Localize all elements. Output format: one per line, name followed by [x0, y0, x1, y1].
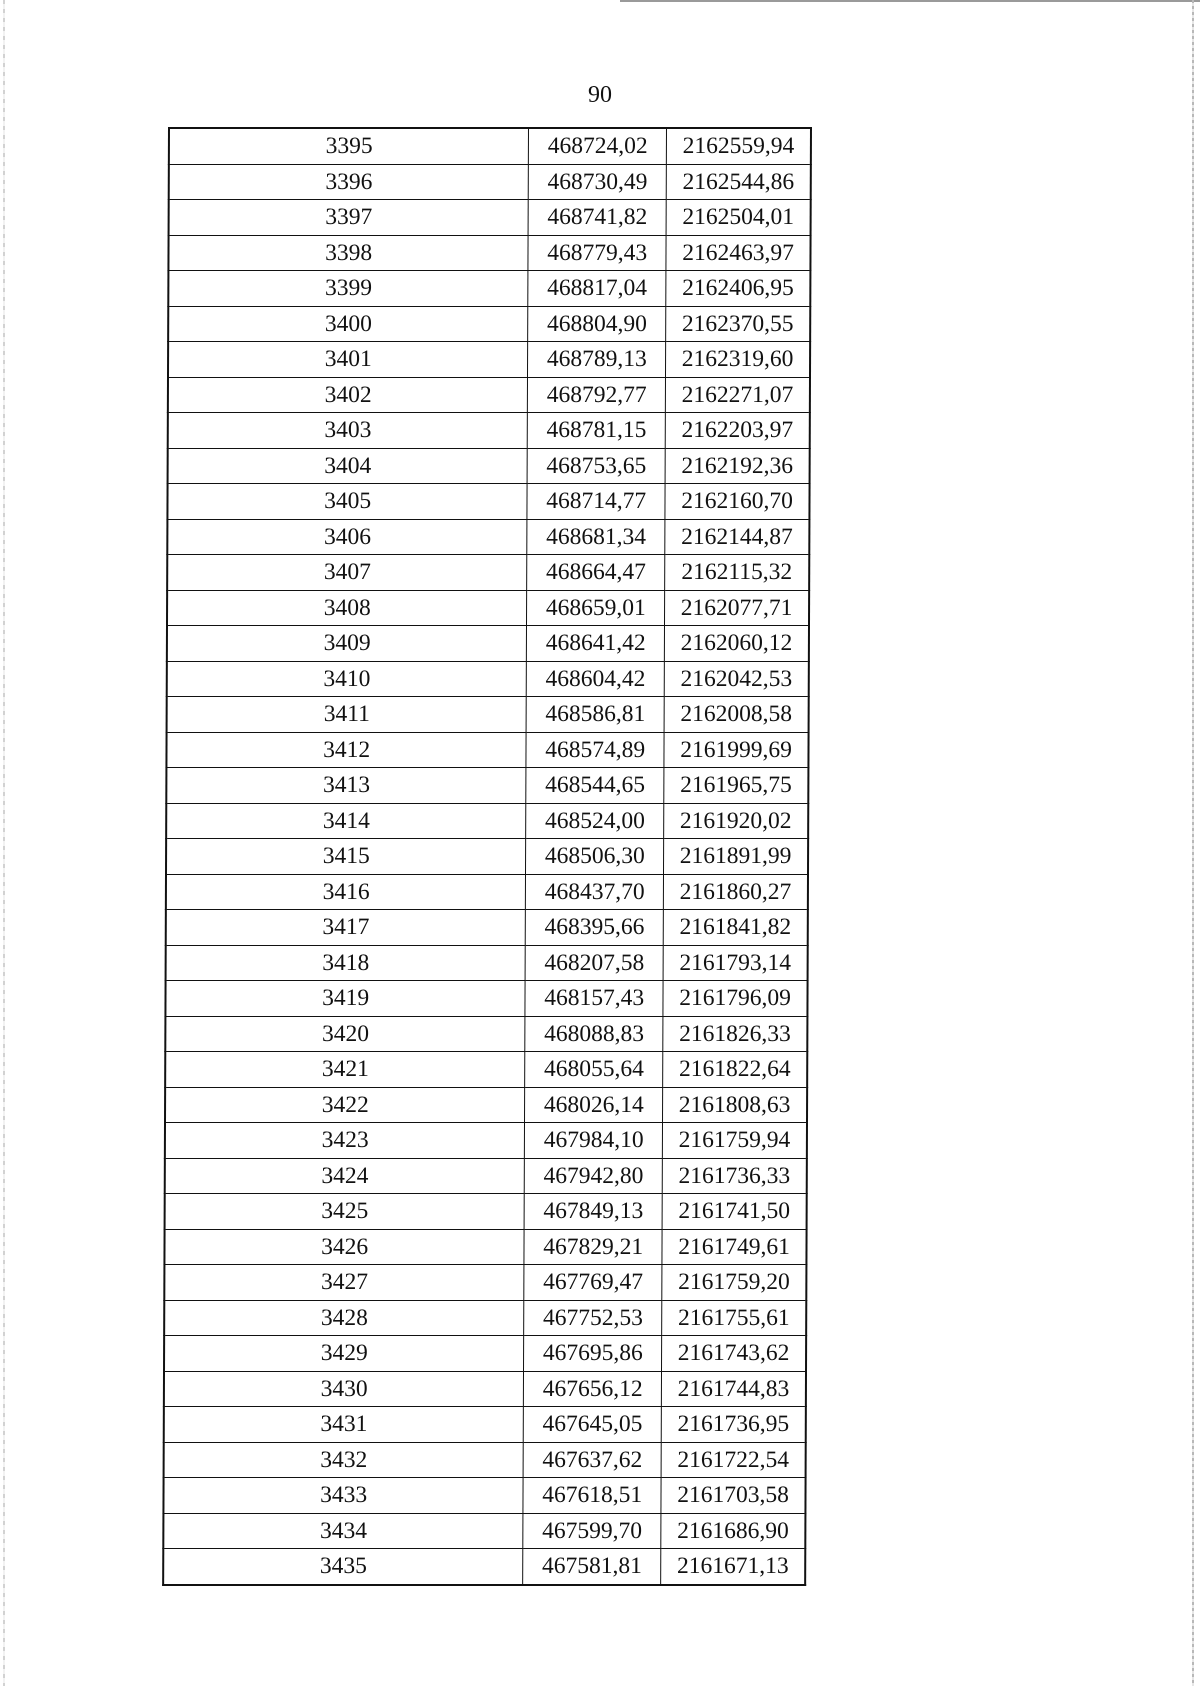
x-coordinate-cell: 468789,13	[528, 342, 666, 378]
point-number-cell: 3418	[166, 945, 526, 981]
table-row	[164, 1442, 806, 1478]
point-number-cell: 3419	[165, 981, 525, 1017]
x-coordinate-cell: 468586,81	[526, 697, 664, 733]
x-coordinate-cell: 467599,70	[523, 1513, 661, 1549]
y-coordinate-cell: 2162559,94	[666, 128, 811, 164]
point-number-cell: 3429	[164, 1336, 524, 1372]
point-number-cell: 3412	[166, 732, 526, 768]
table-row	[165, 1194, 807, 1230]
table-row	[167, 484, 809, 520]
y-coordinate-cell: 2161736,33	[662, 1158, 807, 1194]
x-coordinate-cell: 468659,01	[527, 590, 665, 626]
y-coordinate-cell: 2162008,58	[664, 697, 809, 733]
table-row	[168, 306, 810, 342]
point-number-cell: 3420	[165, 1016, 525, 1052]
table-row	[164, 1265, 806, 1301]
y-coordinate-cell: 2162463,97	[666, 235, 811, 271]
x-coordinate-cell: 468524,00	[526, 803, 664, 839]
table-row	[165, 1158, 807, 1194]
point-number-cell: 3405	[167, 484, 527, 520]
table-row	[166, 874, 808, 910]
y-coordinate-cell: 2161860,27	[663, 874, 808, 910]
y-coordinate-cell: 2161741,50	[662, 1194, 807, 1230]
point-number-cell: 3433	[163, 1478, 523, 1514]
x-coordinate-cell: 468157,43	[525, 981, 663, 1017]
x-coordinate-cell: 467942,80	[525, 1158, 663, 1194]
point-number-cell: 3408	[167, 590, 527, 626]
table-row	[163, 1513, 805, 1549]
point-number-cell: 3422	[165, 1087, 525, 1123]
x-coordinate-cell: 468724,02	[529, 128, 667, 164]
table-row	[168, 235, 810, 271]
table-row	[164, 1300, 806, 1336]
table-row	[166, 945, 808, 981]
y-coordinate-cell: 2161686,90	[661, 1513, 806, 1549]
table-row	[166, 768, 808, 804]
table-row	[167, 590, 809, 626]
y-coordinate-cell: 2161841,82	[663, 910, 808, 946]
table-row	[169, 164, 811, 200]
table-row	[166, 732, 808, 768]
point-number-cell: 3425	[165, 1194, 525, 1230]
y-coordinate-cell: 2161965,75	[664, 768, 809, 804]
y-coordinate-cell: 2161920,02	[664, 803, 809, 839]
y-coordinate-cell: 2161743,62	[662, 1336, 807, 1372]
point-number-cell: 3427	[164, 1265, 524, 1301]
x-coordinate-cell: 468781,15	[528, 413, 666, 449]
x-coordinate-cell: 468088,83	[525, 1016, 663, 1052]
x-coordinate-cell: 468544,65	[526, 768, 664, 804]
x-coordinate-cell: 467637,62	[523, 1442, 661, 1478]
x-coordinate-cell: 468792,77	[528, 377, 666, 413]
y-coordinate-cell: 2161999,69	[664, 732, 809, 768]
table-row	[165, 981, 807, 1017]
point-number-cell: 3409	[167, 626, 527, 662]
x-coordinate-cell: 467695,86	[524, 1336, 662, 1372]
y-coordinate-cell: 2162144,87	[665, 519, 810, 555]
table-row	[164, 1407, 806, 1443]
x-coordinate-cell: 467984,10	[525, 1123, 663, 1159]
table-row	[166, 910, 808, 946]
point-number-cell: 3421	[165, 1052, 525, 1088]
x-coordinate-cell: 467849,13	[524, 1194, 662, 1230]
table-row	[164, 1336, 806, 1372]
x-coordinate-cell: 468804,90	[528, 306, 666, 342]
y-coordinate-cell: 2161736,95	[661, 1407, 806, 1443]
table-row	[168, 377, 810, 413]
table-row	[163, 1478, 805, 1514]
y-coordinate-cell: 2162115,32	[665, 555, 810, 591]
x-coordinate-cell: 468506,30	[526, 839, 664, 875]
y-coordinate-cell: 2161749,61	[662, 1229, 807, 1265]
x-coordinate-cell: 468574,89	[526, 732, 664, 768]
table-row	[165, 1052, 807, 1088]
y-coordinate-cell: 2162042,53	[664, 661, 809, 697]
table-row	[165, 1087, 807, 1123]
y-coordinate-cell: 2162203,97	[665, 413, 810, 449]
x-coordinate-cell: 468026,14	[525, 1087, 663, 1123]
point-number-cell: 3403	[168, 413, 528, 449]
table-row	[166, 803, 808, 839]
table-row	[167, 626, 809, 662]
x-coordinate-cell: 468741,82	[528, 200, 666, 236]
point-number-cell: 3395	[169, 128, 529, 164]
point-number-cell: 3407	[167, 555, 527, 591]
y-coordinate-cell: 2162504,01	[666, 200, 811, 236]
x-coordinate-cell: 468437,70	[526, 874, 664, 910]
point-number-cell: 3428	[164, 1300, 524, 1336]
y-coordinate-cell: 2161755,61	[662, 1300, 807, 1336]
x-coordinate-cell: 468817,04	[528, 271, 666, 307]
table-row	[164, 1229, 806, 1265]
table-row	[165, 1016, 807, 1052]
x-coordinate-cell: 468681,34	[527, 519, 665, 555]
point-number-cell: 3399	[168, 271, 528, 307]
page-top-edge	[620, 0, 1200, 2]
y-coordinate-cell: 2162406,95	[666, 271, 811, 307]
x-coordinate-cell: 467752,53	[524, 1300, 662, 1336]
table-row	[163, 1549, 805, 1585]
point-number-cell: 3398	[168, 235, 528, 271]
point-number-cell: 3410	[167, 661, 527, 697]
table-row	[164, 1371, 806, 1407]
x-coordinate-cell: 467769,47	[524, 1265, 662, 1301]
point-number-cell: 3434	[163, 1513, 523, 1549]
y-coordinate-cell: 2162544,86	[666, 164, 811, 200]
table-row	[168, 342, 810, 378]
table-row	[168, 271, 810, 307]
y-coordinate-cell: 2161808,63	[663, 1087, 808, 1123]
x-coordinate-cell: 468714,77	[527, 484, 665, 520]
point-number-cell: 3426	[164, 1229, 524, 1265]
point-number-cell: 3416	[166, 874, 526, 910]
point-number-cell: 3404	[168, 448, 528, 484]
table-row	[168, 448, 810, 484]
x-coordinate-cell: 467581,81	[523, 1549, 661, 1585]
point-number-cell: 3424	[165, 1158, 525, 1194]
y-coordinate-cell: 2162319,60	[666, 342, 811, 378]
y-coordinate-cell: 2162060,12	[664, 626, 809, 662]
point-number-cell: 3413	[166, 768, 526, 804]
point-number-cell: 3414	[166, 803, 526, 839]
table-row	[167, 697, 809, 733]
point-number-cell: 3417	[166, 910, 526, 946]
y-coordinate-cell: 2161826,33	[663, 1016, 808, 1052]
y-coordinate-cell: 2161796,09	[663, 981, 808, 1017]
page-number: 90	[588, 82, 612, 108]
table-row	[169, 200, 811, 236]
coordinates-table	[162, 127, 812, 1586]
x-coordinate-cell: 468207,58	[525, 945, 663, 981]
x-coordinate-cell: 468641,42	[527, 626, 665, 662]
point-number-cell: 3411	[167, 697, 527, 733]
y-coordinate-cell: 2162192,36	[665, 448, 810, 484]
point-number-cell: 3402	[168, 377, 528, 413]
point-number-cell: 3401	[168, 342, 528, 378]
page-left-edge	[3, 0, 5, 1686]
point-number-cell: 3430	[164, 1371, 524, 1407]
y-coordinate-cell: 2161822,64	[663, 1052, 808, 1088]
x-coordinate-cell: 467618,51	[523, 1478, 661, 1514]
point-number-cell: 3400	[168, 306, 528, 342]
x-coordinate-cell: 467645,05	[524, 1407, 662, 1443]
table-row	[167, 661, 809, 697]
table-row	[167, 555, 809, 591]
point-number-cell: 3423	[165, 1123, 525, 1159]
x-coordinate-cell: 468395,66	[526, 910, 664, 946]
y-coordinate-cell: 2161722,54	[661, 1442, 806, 1478]
y-coordinate-cell: 2161744,83	[662, 1371, 807, 1407]
y-coordinate-cell: 2161759,20	[662, 1265, 807, 1301]
point-number-cell: 3435	[163, 1549, 523, 1585]
x-coordinate-cell: 467829,21	[524, 1229, 662, 1265]
point-number-cell: 3432	[164, 1442, 524, 1478]
table-row	[165, 1123, 807, 1159]
point-number-cell: 3431	[164, 1407, 524, 1443]
table-row	[166, 839, 808, 875]
y-coordinate-cell: 2161891,99	[664, 839, 809, 875]
x-coordinate-cell: 468664,47	[527, 555, 665, 591]
coordinates-table-body	[163, 128, 811, 1585]
page-right-edge	[1192, 0, 1194, 1686]
point-number-cell: 3406	[167, 519, 527, 555]
point-number-cell: 3397	[169, 200, 529, 236]
x-coordinate-cell: 468055,64	[525, 1052, 663, 1088]
x-coordinate-cell: 467656,12	[524, 1371, 662, 1407]
y-coordinate-cell: 2162370,55	[666, 306, 811, 342]
table-row	[169, 128, 811, 164]
y-coordinate-cell: 2162271,07	[665, 377, 810, 413]
point-number-cell: 3396	[169, 164, 529, 200]
y-coordinate-cell: 2161703,58	[661, 1478, 806, 1514]
y-coordinate-cell: 2161759,94	[663, 1123, 808, 1159]
x-coordinate-cell: 468753,65	[527, 448, 665, 484]
y-coordinate-cell: 2162160,70	[665, 484, 810, 520]
x-coordinate-cell: 468604,42	[527, 661, 665, 697]
x-coordinate-cell: 468730,49	[529, 164, 667, 200]
table-row	[167, 519, 809, 555]
table-row	[168, 413, 810, 449]
x-coordinate-cell: 468779,43	[528, 235, 666, 271]
y-coordinate-cell: 2161793,14	[663, 945, 808, 981]
point-number-cell: 3415	[166, 839, 526, 875]
y-coordinate-cell: 2161671,13	[661, 1549, 806, 1585]
y-coordinate-cell: 2162077,71	[665, 590, 810, 626]
